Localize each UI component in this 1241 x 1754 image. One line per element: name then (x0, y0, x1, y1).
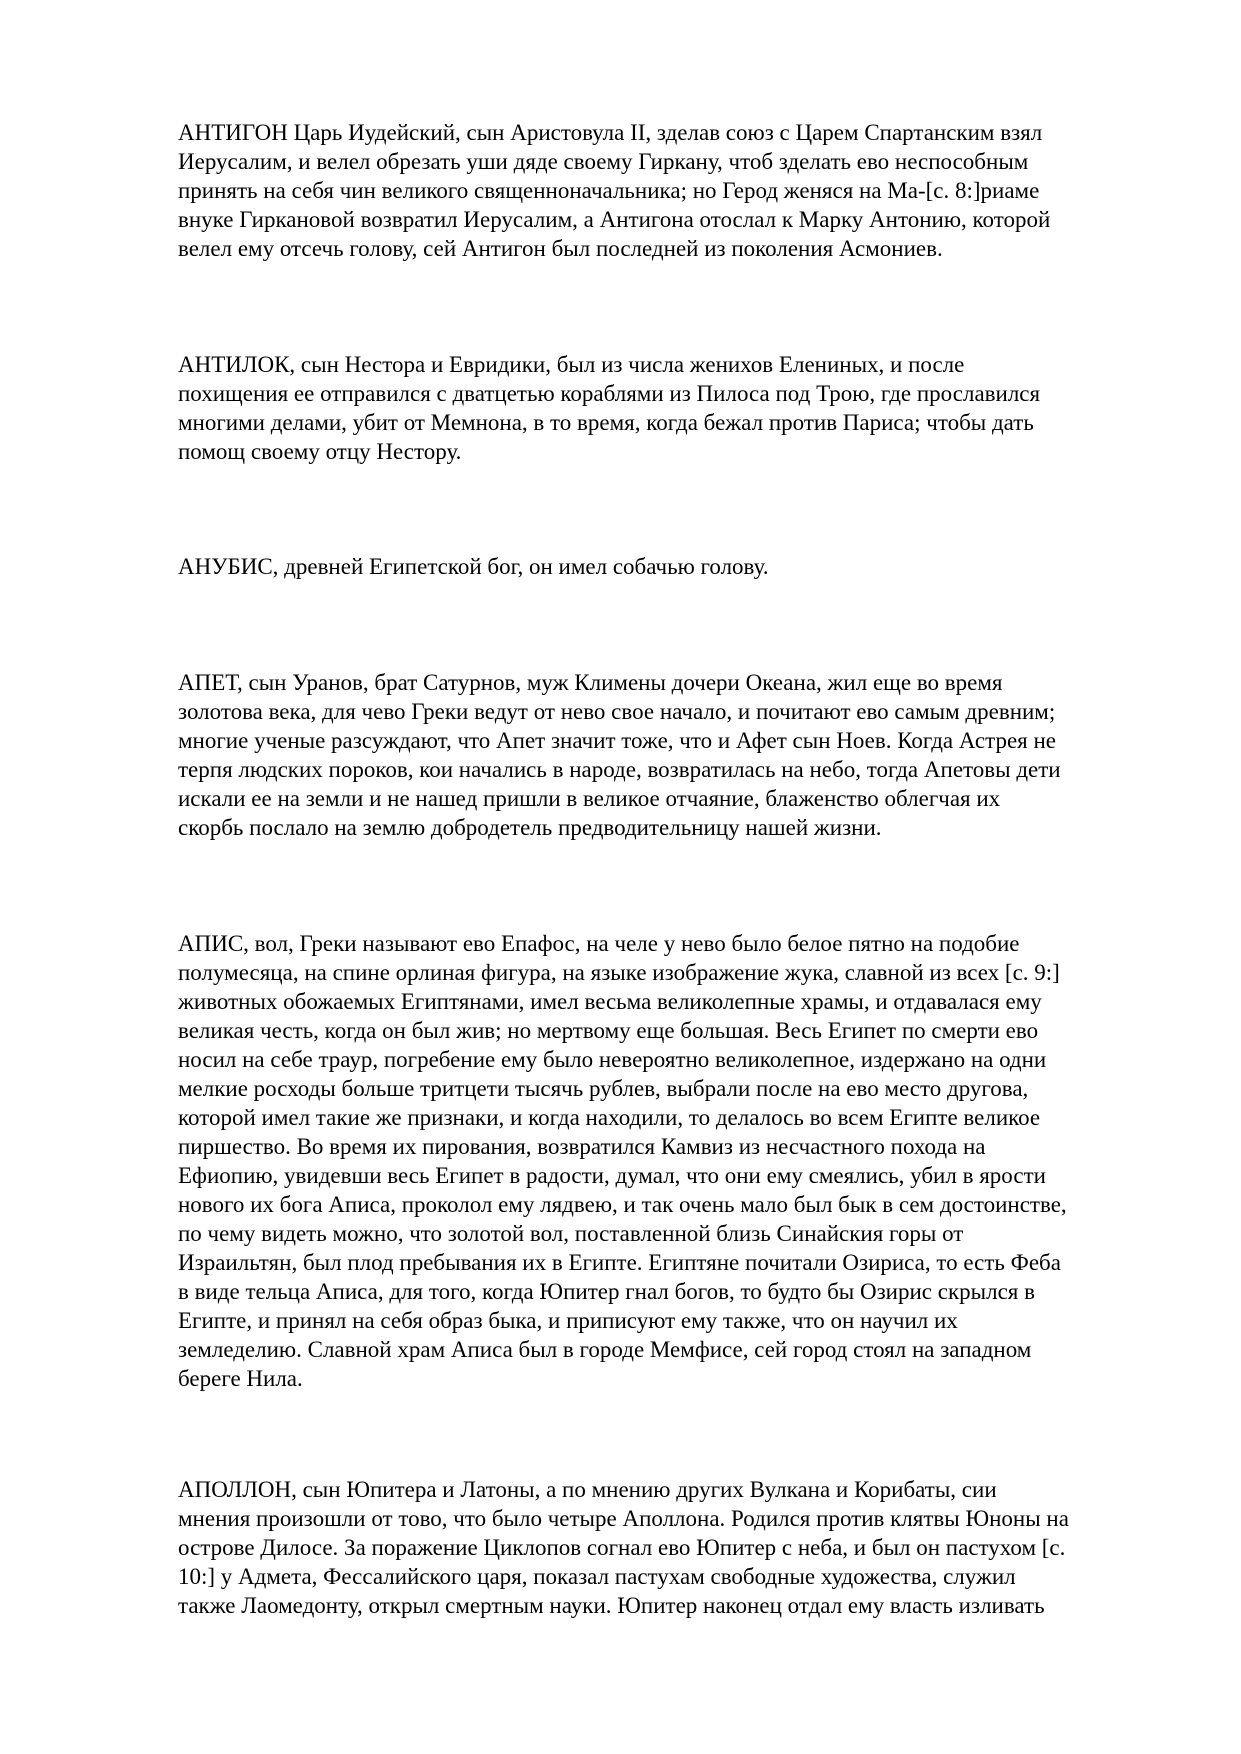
entry-antilok: АНТИЛОК, сын Нестора и Евридики, был из числа женихов Елениных, и после похищения ее отправился с дватцетью кораблями из Пилоса под Трою, где прославился многими делами, убит от Мемнона, в то время, когда бежал против Париса; чтобы дать помощ своему отцу Нестору. (178, 352, 1041, 464)
entry-apet: АПЕТ, сын Уранов, брат Сатурнов, муж Климены дочери Океана, жил еще во время золотова века, для чево Греки ведут от нево свое начало, и почитают ево самым древним; многие ученые разсуждают, что Апет значит тоже, что и Афет сын Ноев. Когда Астрея не терпя людских пороков, кои начались в народе, возвратилась на небо, тогда Апетовы дети искали ее на земли и не нашед пришли в великое отчаяние, блаженство облегчая их скорбь послало на землю добродетель предводительницу нашей жизни. (178, 670, 1061, 840)
entry-apis: АПИС, вол, Греки называют ево Епафос, на челе у нево было белое пятно на подобие полумесяца, на спине орлиная фигура, на языке изображение жука, славной из всех [с. 9:] животных обожаемых Египтянами, имел весьма великолепные храмы, и отдавалася ему великая честь, когда он был жив; но мертвому еще большая. Весь Египет по смерти ево носил на себе траур, погребение ему было невероятно великолепное, издержано на одни мелкие росходы больше тритцети тысячь рублев, выбрали после на ево место другова, которой имел такие же признаки, и когда находили, то делалось во всем Египте великое пиршество. Во время их пирования, возвратился Камвиз из несчастного похода на Ефиопию, увидевши весь Египет в радости, думал, что они ему смеялись, убил в ярости нового их бога Аписа, проколол ему лядвею, и так очень мало был бык в сем достоинстве, по чему видеть можно, что золотой вол, поставленной близь Синайския горы от Израильтян, был плод пребывания их в Египте. Египтяне почитали Озириса, то есть Феба в виде тельца Аписа, для того, когда Юпитер гнал богов, то будто бы Озирис скрылся в Египте, и принял на себя образ быка, и приписуют ему также, что он научил их земледелию. Славной храм Аписа был в городе Мемфисе, сей город стоял на западном береге Нила. (178, 931, 1067, 1391)
entry-apollon: АПОЛЛОН, сын Юпитера и Латоны, а по мнению других Вулкана и Корибаты, сии мнения произошли от тово, что было четыре Аполлона. Родился против клятвы Юноны на острове Дилосе. За поражение Циклопов согнал ево Юпитер с неба, и был он пастухом [с. 10:] у Адмета, Фессалийского царя, показал пастухам свободные художества, служил также Лаомедонту, открыл смертным науки. Юпитер наконец отдал ему власть изливать (178, 1477, 1069, 1618)
entry-antigon: АНТИГОН Царь Иудейский, сын Аристовула II, зделав союз с Царем Спартанским взял Иерусалим, и велел обрезать уши дяде своему Гиркану, чтоб зделать ево неспособным принять на себя чин великого священноначальника; но Герод женяся на Ма-[с. 8:]риаме внуке Гиркановой возвратил Иерусалим, а Антигона отослал к Марку Антонию, которой велел ему отсечь голову, сей Антигон был последней из поколения Асмониев. (178, 120, 1051, 261)
entry-anubis: АНУБИС, древней Египетской бог, он имел собачью голову. (178, 554, 769, 579)
